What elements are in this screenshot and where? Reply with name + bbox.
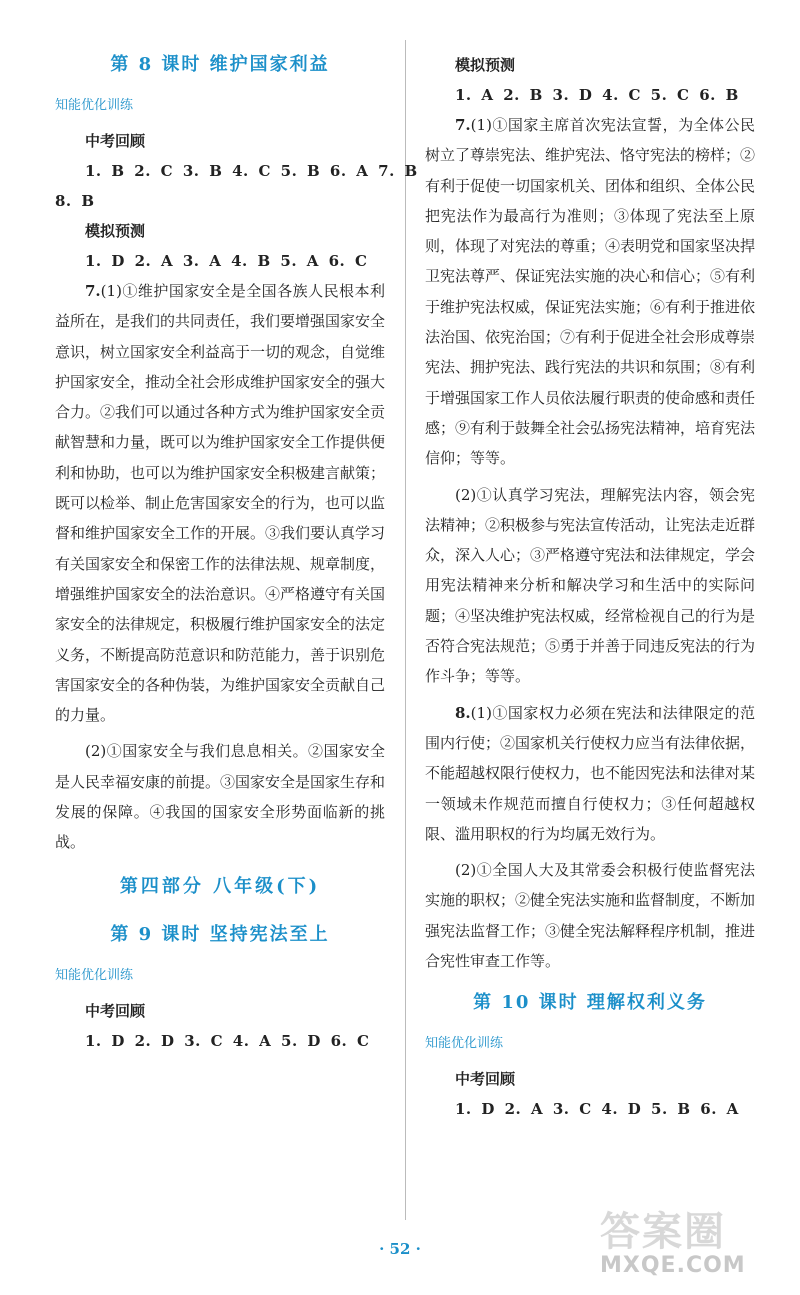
section-tag: 知能优化训练 (55, 967, 134, 983)
review-answers-cont: 8. B (55, 192, 95, 210)
question-number: 7. (455, 116, 471, 134)
watermark-url: MXQE.COM (600, 1253, 746, 1278)
answer-paragraph (55, 276, 385, 730)
answer-paragraph (425, 110, 755, 474)
subsection-mock: 模拟预测 (455, 56, 516, 74)
mock-answers: 1. A 2. B 3. D 4. C 5. C 6. B (455, 86, 739, 104)
watermark-logo (600, 1200, 795, 1290)
subsection-review: 中考回顾 (85, 1001, 146, 1020)
subsection-review: 中考回顾 (85, 132, 146, 150)
right-column (425, 50, 755, 1124)
question-number: 8. (455, 703, 471, 722)
answer-paragraph: (2)①国家安全与我们息息相关。②国家安全是人民幸福安康的前提。③国家安全是国家生存和发展的保障。④我国的国家安全形势面临新的挑战。 (55, 742, 386, 852)
answer-paragraph: (2)①认真学习宪法，理解宪法内容，领会宪法精神；②积极参与宪法宣传活动，让宪法走近群众，深入人心；③严格遵守宪法和法律规定，学会用宪法精神来分析和解决学习和生活中的实际问题；④坚决维护宪法权威，经常检视自己的行为是否符合宪法规范；⑤勇于并善于同违反宪法的行为作斗争；等等。 (425, 485, 756, 686)
section-tag: 知能优化训练 (425, 1036, 504, 1052)
watermark-text: 答案圈 (600, 1209, 726, 1255)
part-title: 第四部分 八年级(下) (119, 875, 321, 897)
column-divider (405, 40, 406, 1220)
lesson8-title: 第 8 课时 维护国家利益 (110, 54, 330, 75)
answer-text: (1)①国家主席首次宪法宣誓，为全体公民树立了尊崇宪法、维护宪法、恪守宪法的榜样；②有利于促使一切国家机关、团体和组织、全体公民把宪法作为最高行为准则；③体现了宪法至上原则，体现了对宪法的尊重；④表明党和国家坚决捍卫宪法尊严、保证宪法实施的决心和信心；⑤有利于维护宪法权威，保证宪法实施；⑥有利于推进依法治国、依宪治国；⑦有利于促进全社会形成尊崇宪法、拥护宪法、践行宪法的共识和氛围；⑧有利于增强国家工作人员依法履行职责的使命感和责任感；⑨有利于鼓舞全社会弘扬宪法精神，培育宪法信仰；等等。 (425, 116, 756, 468)
answer-paragraph: (2)①全国人大及其常委会积极行使监督宪法实施的职权；②健全宪法实施和监督制度，不断加强宪法监督工作；③健全宪法解释程序机制，推进合宪性审查工作等。 (425, 861, 756, 971)
review-answers: 1. D 2. D 3. C 4. A 5. D 6. C (85, 1031, 370, 1050)
question-number: 7. (85, 282, 101, 300)
page-number: · 52 · (379, 1240, 421, 1258)
answer-paragraph (425, 698, 755, 849)
lesson9-title: 第 9 课时 坚持宪法至上 (110, 923, 330, 945)
left-column (55, 50, 418, 1056)
review-answers: 1. D 2. A 3. C 4. D 5. B 6. A (455, 1100, 739, 1119)
answer-text: (1)①国家权力必须在宪法和法律限定的范围内行使；②国家机关行使权力应当有法律依据，不能超越权限行使权力，也不能因宪法和法律对某一领域未作规范而擅自行使权力；③任何超越权限、滥用职权的行为均属无效行为。 (425, 703, 756, 843)
answer-text: (1)①维护国家安全是全国各族人民根本利益所在，是我们的共同责任，我们要增强国家安全意识，树立国家安全利益高于一切的观念，自觉维护国家安全，推动全社会形成维护国家安全的强大合力。②我们可以通过各种方式为维护国家安全贡献智慧和力量，既可以为维护国家安全工作提供便利和协助，也可以为维护国家安全积极建言献策；既可以检举、制止危害国家安全的行为，也可以监督和维护国家安全工作的开展。③我们要认真学习有关国家安全和保密工作的法律法规、规章制度，增强维护国家安全的法治意识。④严格遵守有关国家安全的法律规定，积极履行维护国家安全的法定义务，不断提高防范意识和防范能力，善于识别危害国家安全的各种伪装，为维护国家安全贡献自己的力量。 (55, 282, 386, 725)
review-answers: 1. B 2. C 3. B 4. C 5. B 6. A 7. B (85, 162, 418, 180)
lesson10-title: 第 10 课时 理解权利义务 (473, 992, 707, 1014)
section-tag: 知能优化训练 (55, 98, 134, 113)
mock-answers: 1. D 2. A 3. A 4. B 5. A 6. C (85, 252, 368, 270)
subsection-review: 中考回顾 (455, 1070, 516, 1089)
subsection-mock: 模拟预测 (85, 222, 146, 240)
